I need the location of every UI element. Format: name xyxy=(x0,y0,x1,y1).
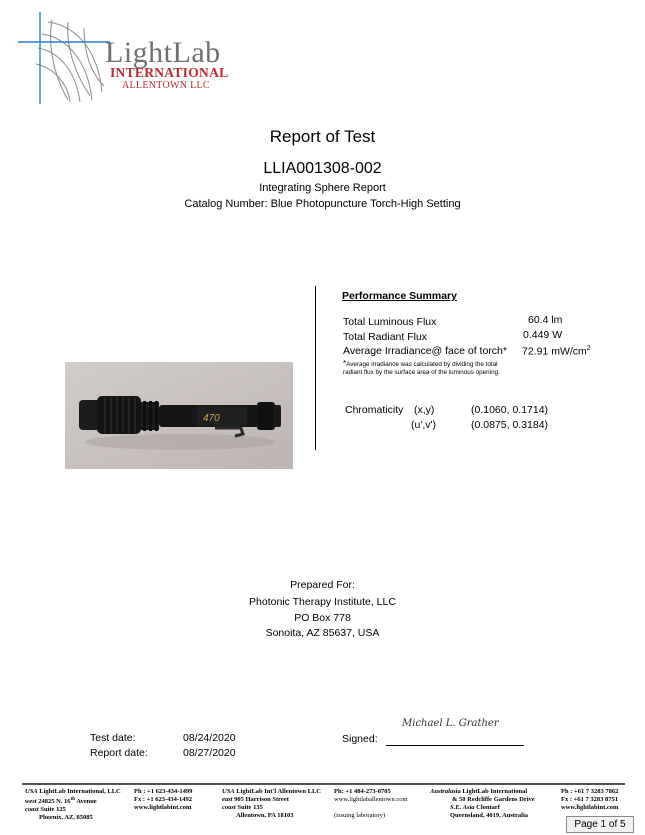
radiant-flux-value: 0.449 W xyxy=(523,329,563,341)
logo-location: ALLENTOWN LLC xyxy=(122,80,210,91)
footer-usa-r1: USA LightLab International, LLC xyxy=(25,788,121,795)
chromaticity-xy-label: (x,y) xyxy=(414,404,435,416)
footer-aus-phone: Ph : +61 7 3283 7862 xyxy=(561,788,619,795)
client-name: Photonic Therapy Institute, LLC xyxy=(249,596,396,608)
wavelength-label: 470 xyxy=(203,413,220,424)
client-city: Sonoita, AZ 85637, USA xyxy=(265,627,380,639)
irradiance-value xyxy=(522,345,591,358)
footer-east-r2: east 905 Harrison Street xyxy=(222,796,289,803)
footer-east-r3: coast Suite 135 xyxy=(222,804,263,811)
footer-divider xyxy=(22,783,625,785)
footnote-star: * xyxy=(343,359,347,368)
logo-name: LightLab xyxy=(105,36,221,69)
chromaticity-xy-value: (0.1060, 0.1714) xyxy=(471,404,549,416)
catalog-number: Catalog Number: Blue Photopuncture Torch-High Setting xyxy=(184,198,461,210)
chromaticity-uv-label: (u',v') xyxy=(411,419,437,431)
page-number: Page 1 of 5 xyxy=(566,816,634,833)
test-date-label: Test date: xyxy=(90,732,136,744)
footer-aus-contact xyxy=(561,788,618,812)
globe-icon xyxy=(18,12,110,104)
prepared-for-label: Prepared For: xyxy=(290,579,355,591)
vertical-divider xyxy=(315,286,316,450)
luminous-flux-value: 60.4 lm xyxy=(528,314,563,326)
footer-east-lab: (issuing laboratory) xyxy=(334,812,386,819)
footer-usa-west-contact xyxy=(134,788,192,812)
report-title: Report of Test xyxy=(269,127,376,146)
footnote-line1: Average irradiance was calculated by dividing the total xyxy=(346,361,498,368)
signature-line xyxy=(386,745,524,746)
luminous-flux-label: Total Luminous Flux xyxy=(343,316,437,328)
footer-aus-r2: & 50 Redcliffe Gardens Drive xyxy=(452,796,535,803)
chromaticity-uv-value: (0.0875, 0.3184) xyxy=(471,419,549,431)
footer-usa-fax: Fx : +1 623-434-1492 xyxy=(134,796,193,803)
footer-usa-east-contact xyxy=(334,788,408,820)
report-date-label: Report date: xyxy=(90,747,148,759)
footer-east-r4: Allentown, PA 18103 xyxy=(236,812,294,819)
irradiance-exponent: 2 xyxy=(586,345,591,352)
footer-east-phone: Ph: +1 484-273-0705 xyxy=(334,788,391,795)
footer-usa-r3: coast Suite 125 xyxy=(25,806,66,814)
footer-usa-east-address xyxy=(222,788,321,820)
signature: Michael L. Grather xyxy=(402,718,499,729)
client-po-box: PO Box 778 xyxy=(294,612,351,624)
footer-usa-r2: west 24825 N. 16th Avenue xyxy=(25,797,97,806)
footnote-line2: radiant flux by the surface area of the luminous opening. xyxy=(343,369,500,376)
chromaticity-label: Chromaticity xyxy=(345,404,404,416)
footer-east-web[interactable]: www.lightlaballentown.com xyxy=(334,796,408,803)
footer-aus-r4: Queensland, 4019, Australia xyxy=(450,812,529,819)
footer-usa-west-address xyxy=(25,788,121,822)
irradiance-label: Average Irradiance@ face of torch* xyxy=(343,345,507,357)
footer-usa-r4: Phoenix, AZ, 85085 xyxy=(39,814,93,822)
footer-aus-address xyxy=(430,788,535,820)
irradiance-footnote xyxy=(343,360,523,377)
irradiance-number: 72.91 mW/cm xyxy=(522,345,587,358)
test-date-value: 08/24/2020 xyxy=(183,732,236,744)
signed-label: Signed: xyxy=(342,733,378,745)
radiant-flux-label: Total Radiant Flux xyxy=(343,331,428,343)
footer-aus-fax: Fx : +61 7 3283 8751 xyxy=(561,796,618,803)
report-date-value: 08/27/2020 xyxy=(183,747,236,759)
footer-usa-phone: Ph : +1 623-434-1499 xyxy=(134,788,193,795)
performance-heading: Performance Summary xyxy=(342,290,457,302)
footer-east-r1: USA LightLab Int'l Allentown LLC xyxy=(222,788,321,795)
flashlight-image xyxy=(65,362,293,469)
footer-aus-r3: S.E. Asia Clontarf xyxy=(450,804,500,811)
report-subtitle: Integrating Sphere Report xyxy=(259,182,386,194)
logo-international: INTERNATIONAL xyxy=(110,65,229,80)
report-id: LLIA001308-002 xyxy=(263,160,382,177)
footer-aus-r1: Australasia LightLab International xyxy=(430,788,528,795)
footer-aus-web[interactable]: www.lightlabint.com xyxy=(561,804,619,811)
product-photo xyxy=(65,362,293,469)
footer-usa-web[interactable]: www.lightlabint.com xyxy=(134,804,192,811)
